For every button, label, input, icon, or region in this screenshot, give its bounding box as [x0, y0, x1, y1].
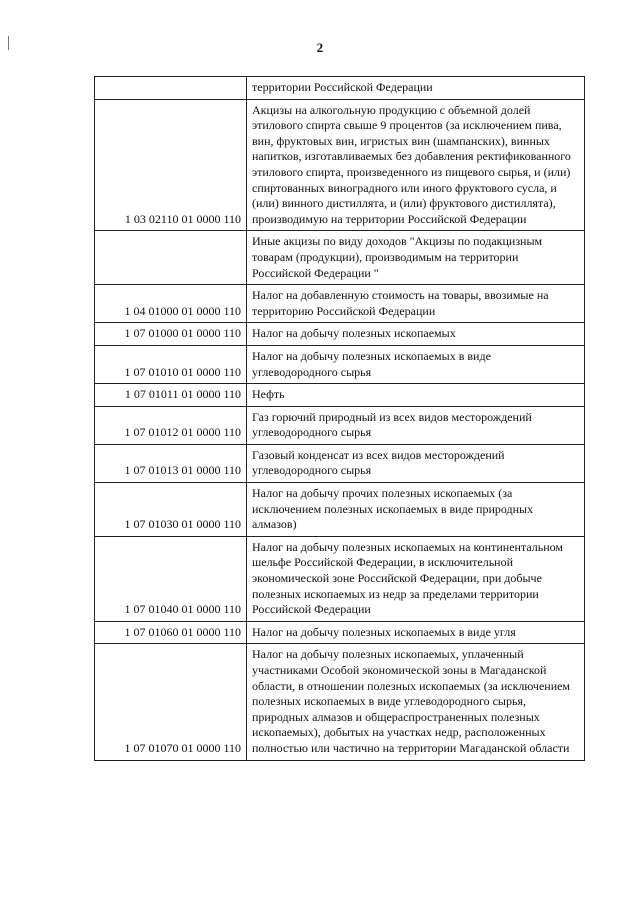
table-row — [95, 384, 585, 407]
table-row — [95, 99, 585, 231]
code-cell: 1 07 01010 01 0000 110 — [95, 345, 247, 383]
code-cell: 1 03 02110 01 0000 110 — [95, 99, 247, 231]
description-cell: Нефть — [247, 384, 585, 407]
code-cell: 1 07 01070 01 0000 110 — [95, 644, 247, 760]
budget-code-table — [94, 76, 585, 761]
code-cell — [95, 77, 247, 100]
table-row — [95, 444, 585, 482]
table-row — [95, 345, 585, 383]
table-row — [95, 323, 585, 346]
code-cell: 1 07 01030 01 0000 110 — [95, 483, 247, 537]
page-number: 2 — [316, 40, 324, 55]
code-cell: 1 07 01012 01 0000 110 — [95, 406, 247, 444]
description-cell: Газ горючий природный из всех видов месторождений углеводородного сырья — [247, 406, 585, 444]
code-cell: 1 07 01060 01 0000 110 — [95, 621, 247, 644]
description-cell: Газовый конденсат из всех видов месторождений углеводородного сырья — [247, 444, 585, 482]
description-cell: Налог на добычу прочих полезных ископаемых (за исключением полезных ископаемых в виде природных алмазов) — [247, 483, 585, 537]
code-cell: 1 07 01040 01 0000 110 — [95, 536, 247, 621]
table-row — [95, 644, 585, 760]
table-row — [95, 483, 585, 537]
table-row — [95, 285, 585, 323]
description-cell: Акцизы на алкогольную продукцию с объемной долей этилового спирта свыше 9 процентов (за исключением пива, вин, фруктовых вин, игристых вин (шампанских), винных напитков, изготавливаемых без добавления ректификованного этилового спирта, произведенного из пищевого сырья, и (или) спиртованных виноградного или иного фруктового сусла, и (или) винного дистиллята, и (или) фруктового дистиллята), производимую на территории Российской Федерации — [247, 99, 585, 231]
code-cell — [95, 231, 247, 285]
code-cell: 1 07 01000 01 0000 110 — [95, 323, 247, 346]
table-row — [95, 406, 585, 444]
code-cell: 1 07 01013 01 0000 110 — [95, 444, 247, 482]
description-cell: Налог на добычу полезных ископаемых, уплаченный участниками Особой экономической зоны в Магаданской области, в отношении полезных ископаемых (за исключением полезных ископаемых в виде углеводородного сырья, природных алмазов и общераспространенных полезных ископаемых), добытых на участках недр, расположенных полностью или частично на территории Магаданской области — [247, 644, 585, 760]
description-cell: Налог на добавленную стоимость на товары, ввозимые на территорию Российской Федерации — [247, 285, 585, 323]
code-cell: 1 07 01011 01 0000 110 — [95, 384, 247, 407]
table-row — [95, 621, 585, 644]
description-cell: Налог на добычу полезных ископаемых в виде угля — [247, 621, 585, 644]
table-row — [95, 77, 585, 100]
description-cell: территории Российской Федерации — [247, 77, 585, 100]
table-row — [95, 536, 585, 621]
table-body — [95, 77, 585, 761]
description-cell: Налог на добычу полезных ископаемых в виде углеводородного сырья — [247, 345, 585, 383]
description-cell: Налог на добычу полезных ископаемых на континентальном шельфе Российской Федерации, в исключительной экономической зоне Российской Федерации, при добыче полезных ископаемых из недр за пределами территории Российской Федерации — [247, 536, 585, 621]
table-row — [95, 231, 585, 285]
description-cell: Иные акцизы по виду доходов "Акцизы по подакцизным товарам (продукции), производимым на территории Российской Федерации " — [247, 231, 585, 285]
description-cell: Налог на добычу полезных ископаемых — [247, 323, 585, 346]
code-cell: 1 04 01000 01 0000 110 — [95, 285, 247, 323]
